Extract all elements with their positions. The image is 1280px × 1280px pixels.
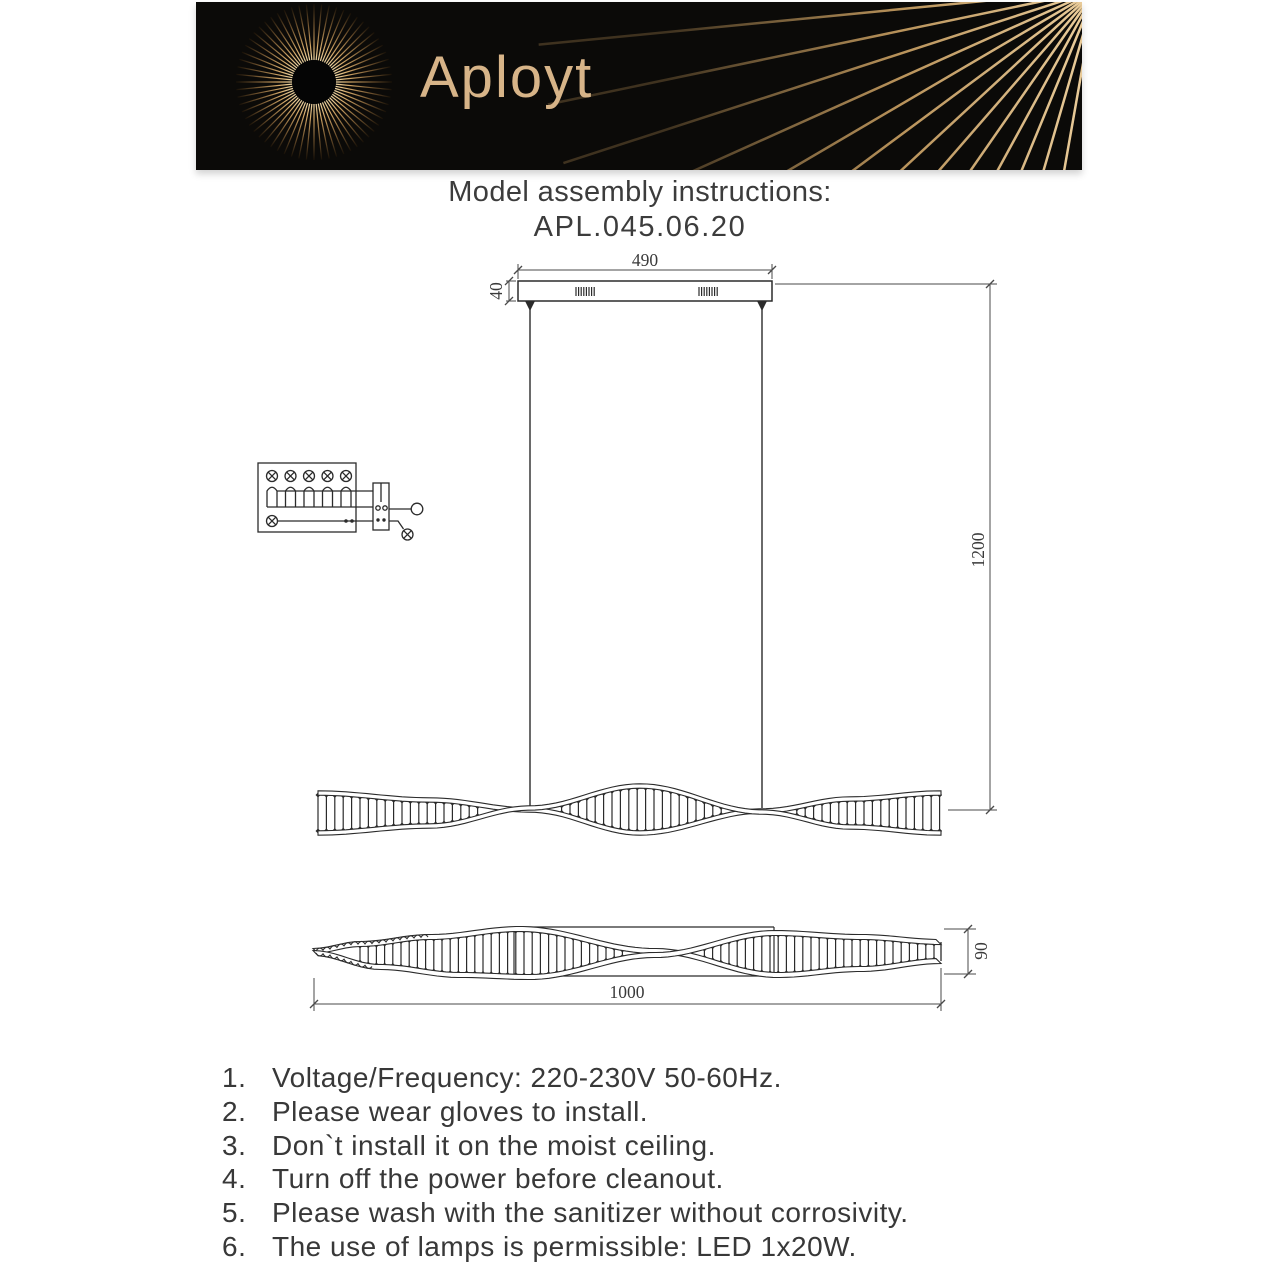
item-number: 6. [222,1230,247,1262]
item-text: Please wear gloves to install. [272,1095,649,1127]
item-number: 1. [222,1062,247,1093]
item-number: 5. [222,1197,247,1229]
instructions-list [222,1061,909,1264]
dim-suspension-drop: 1200 [968,532,988,568]
list-item [222,1095,909,1129]
page-title: Model assembly instructions: [448,176,832,208]
dim-canopy-width: 490 [631,250,659,270]
item-text: Don`t install it on the moist ceiling. [272,1129,716,1161]
canopy-top-view [518,281,772,301]
list-item [222,1162,909,1196]
fixture-front-view [318,784,941,835]
list-item [222,1129,909,1163]
item-number: 4. [222,1163,247,1195]
list-item [222,1230,909,1264]
brand-wordmark: Aployt [420,45,594,110]
list-item [222,1196,909,1230]
item-number: 3. [222,1129,247,1161]
item-text: The use of lamps is permissible: LED 1x20W. [272,1230,857,1262]
item-text: Voltage/Frequency: 220-230V 50-60Hz. [272,1062,782,1093]
item-text: Turn off the power before cleanout. [272,1163,724,1195]
suspension-wires [525,301,767,808]
model-number: APL.045.06.20 [533,211,747,243]
fixture-side-view [313,927,941,980]
list-item [222,1061,909,1095]
item-number: 2. [222,1095,247,1127]
dim-fixture-height: 90 [971,942,991,960]
dimension-labels [486,250,991,1002]
dim-canopy-height: 40 [486,282,506,300]
dimension-annotations [310,264,997,1011]
item-text: Please wash with the sanitizer without corrosivity. [272,1197,909,1229]
dim-fixture-length: 1000 [609,982,645,1002]
wiring-diagram [258,463,423,540]
